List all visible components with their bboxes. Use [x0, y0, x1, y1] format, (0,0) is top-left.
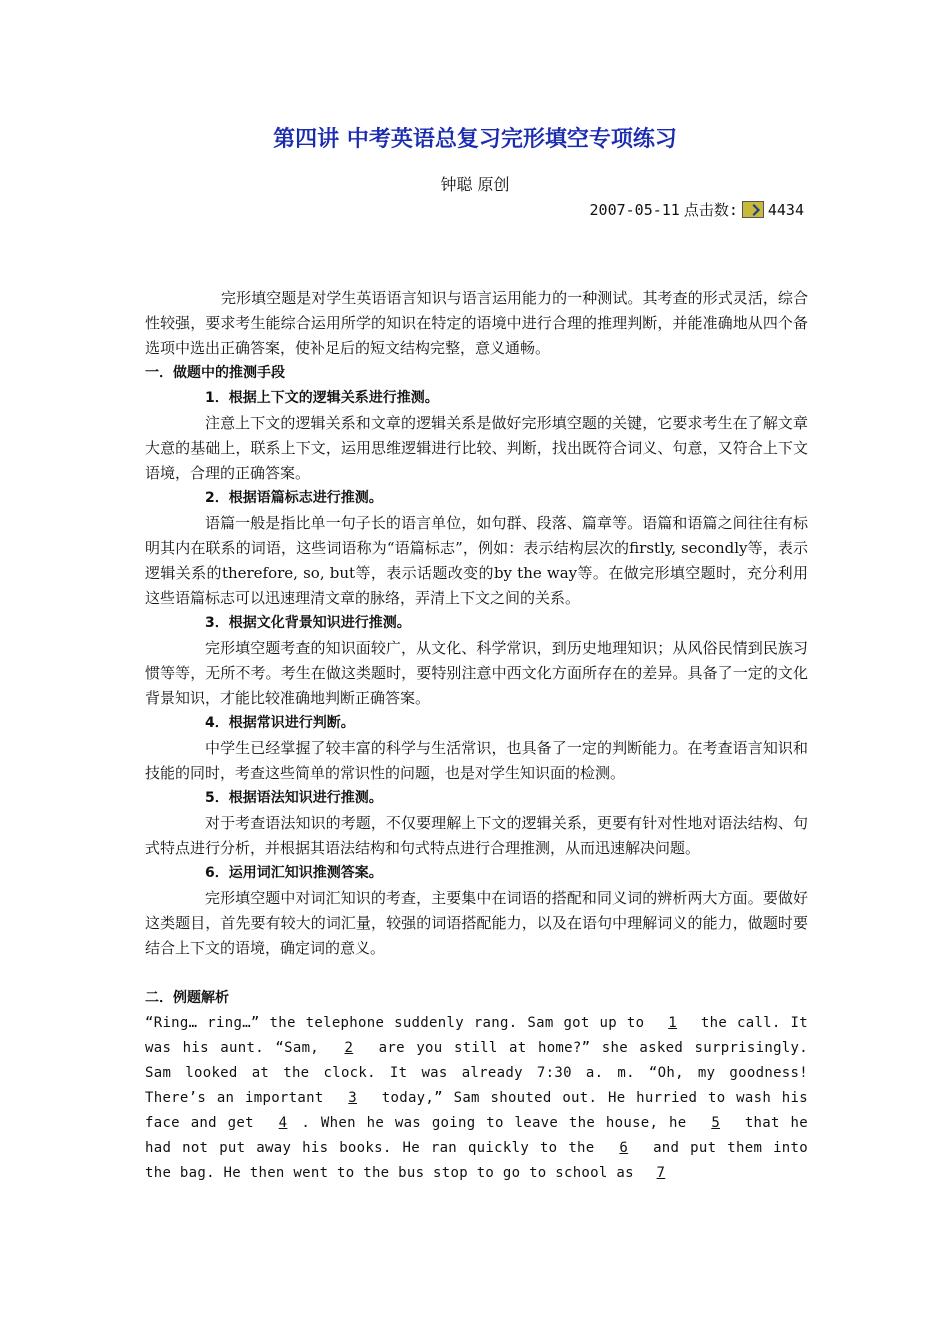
passage-text: today,” Sam shouted out. He hurried to wash his face and get	[145, 1090, 808, 1131]
item-heading: 1．根据上下文的逻辑关系进行推测。	[205, 390, 439, 406]
item-text: 完形填空题中对词汇知识的考查，主要集中在词语的搭配和同义词的辨析两大方面。要做好这类题目，首先要有较大的词汇量，较强的词语搭配能力，以及在语句中理解词义的能力，做题时要结合上下文的语境，确定词的意义。	[145, 889, 808, 957]
cloze-blank-1: 1	[668, 1015, 677, 1031]
passage-text: . When he was going to leave the house, he	[301, 1115, 698, 1131]
hits-counter-icon	[742, 201, 764, 218]
section-heading-2: 二．例题解析	[145, 990, 229, 1006]
cloze-blank-4: 4	[278, 1115, 288, 1131]
passage-text: that he had not put away his books. He ran quickly to the	[145, 1115, 808, 1156]
passage-text: and put them into the bag. He then went to the bus stop to go to school as	[145, 1140, 808, 1181]
meta-line	[590, 199, 804, 220]
item-text: 语篇一般是指比单一句子长的语言单位，如句群、段落、篇章等。语篇和语篇之间往往有标明其内在联系的词语，这些词语称为“语篇标志”，例如：表示结构层次的firstly, secondly等，表示逻辑关系的therefore, so, but等，表示话题改变的by the way等。在做完形填空题时，充分利用这些语篇标志可以迅速理清文章的脉络，弄清上下文之间的关系。	[145, 514, 808, 607]
article-body	[145, 286, 808, 1186]
spacer	[145, 961, 808, 986]
item-text: 中学生已经掌握了较丰富的科学与生活常识，也具备了一定的判断能力。在考查语言知识和技能的同时，考查这些简单的常识性的问题，也是对学生知识面的检测。	[145, 739, 808, 782]
cloze-blank-7: 7	[656, 1165, 666, 1181]
cloze-blank-3: 3	[348, 1090, 358, 1106]
section-heading-1: 一．做题中的推测手段	[145, 365, 285, 381]
passage-text: “Ring… ring…” the telephone suddenly rang. Sam got up to	[145, 1015, 655, 1031]
item-text: 对于考查语法知识的考题，不仅要理解上下文的逻辑关系，更要有针对性地对语法结构、句式特点进行分析，并根据其语法结构和句式特点进行合理推测，从而迅速解决问题。	[145, 814, 808, 857]
cloze-blank-6: 6	[619, 1140, 629, 1156]
intro-paragraph: 完形填空题是对学生英语语言知识与语言运用能力的一种测试。其考查的形式灵活，综合性较强，要求考生能综合运用所学的知识在特定的语境中进行合理的推理判断，并能准确地从四个备选项中选出正确答案，使补足后的短文结构完整，意义通畅。	[145, 289, 808, 357]
page-title: 第四讲 中考英语总复习完形填空专项练习	[273, 127, 677, 152]
item-heading: 3．根据文化背景知识进行推测。	[205, 615, 411, 631]
hits-label: 点击数:	[683, 201, 738, 219]
publish-date: 2007-05-11	[589, 200, 680, 219]
item-text: 完形填空题考查的知识面较广，从文化、科学常识，到历史地理知识；从风俗民情到民族习惯等等，无所不考。考生在做这类题时，要特别注意中西文化方面所存在的差异。具备了一定的文化背景知识，才能比较准确地判断正确答案。	[145, 639, 808, 707]
passage-text: the call. It was his aunt. “Sam,	[145, 1015, 808, 1056]
item-heading: 6．运用词汇知识推测答案。	[205, 865, 383, 881]
cloze-passage	[145, 1011, 808, 1186]
author-line: 钟聪 原创	[440, 175, 510, 194]
item-heading: 4．根据常识进行判断。	[205, 715, 355, 731]
passage-text: are you still at home?” she asked surprisingly. Sam looked at the clock. It was already 7:30 a. m. “Oh, my goodness! There’s an important	[145, 1040, 808, 1106]
item-heading: 5．根据语法知识进行推测。	[205, 790, 383, 806]
cloze-blank-5: 5	[711, 1115, 721, 1131]
cloze-blank-2: 2	[344, 1040, 354, 1056]
item-text: 注意上下文的逻辑关系和文章的逻辑关系是做好完形填空题的关键，它要求考生在了解文章大意的基础上，联系上下文，运用思维逻辑进行比较、判断，找出既符合词义、句意，又符合上下文语境，合理的正确答案。	[145, 414, 808, 482]
hits-value: 4434	[767, 200, 804, 219]
item-heading: 2．根据语篇标志进行推测。	[205, 490, 383, 506]
